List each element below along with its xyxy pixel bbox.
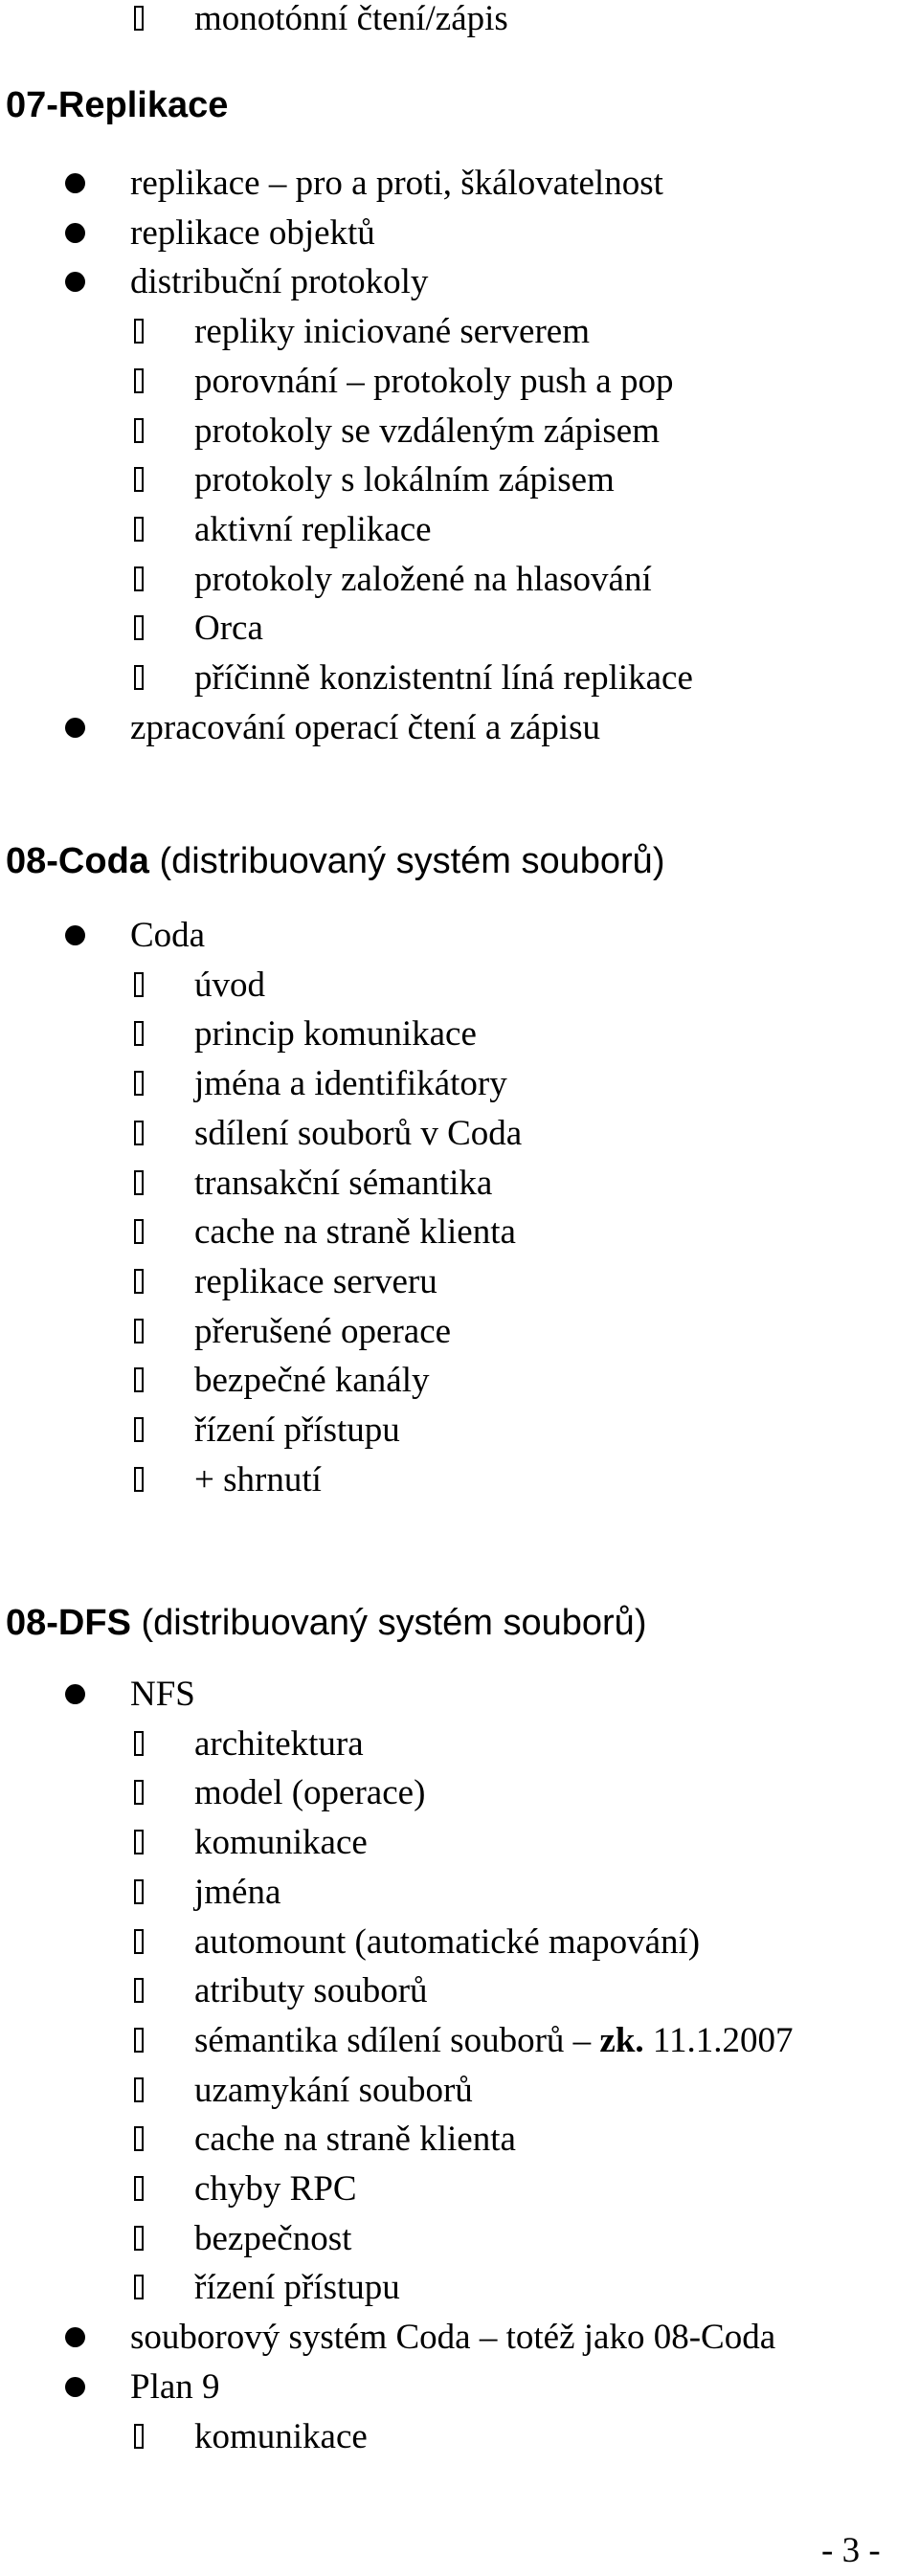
square-bullet-icon bbox=[134, 1929, 144, 1954]
list-item-text: repliky iniciované serverem bbox=[194, 312, 590, 352]
section-heading-description: (distribuovaný systém souborů) bbox=[130, 1603, 647, 1643]
list-item-text: zpracování operací čtení a zápisu bbox=[130, 707, 601, 747]
square-bullet-icon bbox=[134, 6, 144, 31]
square-bullet-icon bbox=[134, 1731, 144, 1756]
exam-date: 11.1.2007 bbox=[643, 2020, 794, 2060]
square-bullet-icon bbox=[134, 1417, 144, 1442]
square-bullet-icon bbox=[134, 1071, 144, 1096]
list-item-text: replikace – pro a proti, škálovatelnost bbox=[130, 164, 663, 203]
list-item-text: architektura bbox=[194, 1723, 364, 1764]
square-bullet-icon bbox=[134, 2226, 144, 2251]
list-item-text: jména bbox=[194, 1872, 281, 1912]
section-heading-code: 07-Replikace bbox=[6, 85, 229, 125]
square-bullet-icon bbox=[134, 615, 144, 640]
round-bullet-icon bbox=[65, 925, 85, 945]
list-item-text: aktivní replikace bbox=[194, 509, 432, 549]
list-item-text: komunikace bbox=[194, 2416, 368, 2456]
square-bullet-icon bbox=[134, 1879, 144, 1904]
list-item-text: replikace serveru bbox=[194, 1261, 437, 1301]
square-bullet-icon bbox=[134, 1467, 144, 1492]
list-item-text: replikace objektů bbox=[130, 212, 375, 253]
list-item-text: příčinně konzistentní líná replikace bbox=[194, 658, 693, 698]
list-item-text: sdílení souborů v Coda bbox=[194, 1113, 523, 1153]
square-bullet-icon bbox=[134, 1170, 144, 1195]
square-bullet-icon bbox=[134, 1978, 144, 2003]
square-bullet-icon bbox=[134, 1830, 144, 1854]
section-heading bbox=[6, 838, 664, 884]
square-bullet-icon bbox=[134, 2275, 144, 2299]
section-heading-code: 08-DFS bbox=[6, 1603, 131, 1643]
square-bullet-icon bbox=[134, 665, 144, 690]
list-item-text: jména a identifikátory bbox=[194, 1064, 507, 1104]
round-bullet-icon bbox=[65, 272, 85, 292]
list-item-text: transakční sémantika bbox=[194, 1163, 493, 1203]
section-heading-code: 08-Coda bbox=[6, 841, 149, 881]
round-bullet-icon bbox=[65, 2377, 85, 2397]
square-bullet-icon bbox=[134, 2077, 144, 2102]
list-item-text: cache na straně klienta bbox=[194, 1212, 516, 1253]
list-item-text: cache na straně klienta bbox=[194, 2120, 516, 2160]
square-bullet-icon bbox=[134, 2028, 144, 2053]
list-item-text: automount (automatické mapování) bbox=[194, 1921, 701, 1962]
section-heading bbox=[6, 82, 228, 128]
square-bullet-icon bbox=[134, 1367, 144, 1392]
list-item-text: bezpečné kanály bbox=[194, 1361, 430, 1401]
list-item-text: Orca bbox=[194, 609, 263, 649]
square-bullet-icon bbox=[134, 972, 144, 997]
square-bullet-icon bbox=[134, 368, 144, 393]
square-bullet-icon bbox=[134, 1780, 144, 1805]
list-item-text: princip komunikace bbox=[194, 1014, 477, 1055]
round-bullet-icon bbox=[65, 718, 85, 738]
square-bullet-icon bbox=[134, 2424, 144, 2449]
square-bullet-icon bbox=[134, 1269, 144, 1294]
round-bullet-icon bbox=[65, 223, 85, 243]
square-bullet-icon bbox=[134, 467, 144, 492]
round-bullet-icon bbox=[65, 1684, 85, 1704]
list-item-text: model (operace) bbox=[194, 1773, 426, 1813]
list-item-text: atributy souborů bbox=[194, 1971, 428, 2011]
list-item-text: souborový systém Coda – totéž jako 08-Coda bbox=[130, 2318, 776, 2358]
square-bullet-icon bbox=[134, 319, 144, 344]
square-bullet-icon bbox=[134, 418, 144, 443]
list-item-text bbox=[194, 2016, 794, 2066]
list-item-text: porovnání – protokoly push a pop bbox=[194, 361, 674, 401]
list-item-text: řízení přístupu bbox=[194, 1410, 400, 1450]
list-item-text: přerušené operace bbox=[194, 1311, 452, 1351]
list-item-text: řízení přístupu bbox=[194, 2268, 400, 2308]
square-bullet-icon bbox=[134, 2126, 144, 2151]
square-bullet-icon bbox=[134, 1219, 144, 1244]
square-bullet-icon bbox=[134, 2176, 144, 2201]
square-bullet-icon bbox=[134, 1319, 144, 1344]
section-heading bbox=[6, 1600, 646, 1646]
list-item-text: komunikace bbox=[194, 1823, 368, 1863]
exam-abbreviation: zk. bbox=[599, 2020, 644, 2060]
round-bullet-icon bbox=[65, 173, 85, 193]
list-item-text: distribuční protokoly bbox=[130, 262, 429, 302]
page-number: - 3 - bbox=[821, 2531, 881, 2570]
round-bullet-icon bbox=[65, 2327, 85, 2347]
list-item-text: Coda bbox=[130, 916, 206, 955]
square-bullet-icon bbox=[134, 517, 144, 542]
list-item-text: NFS bbox=[130, 1675, 195, 1714]
list-item-text: protokoly založené na hlasování bbox=[194, 559, 652, 599]
list-item-text-main: sémantika sdílení souborů – bbox=[194, 2020, 600, 2060]
square-bullet-icon bbox=[134, 566, 144, 591]
list-item-text: protokoly s lokálním zápisem bbox=[194, 460, 615, 500]
square-bullet-icon bbox=[134, 1021, 144, 1046]
list-item-text: uzamykání souborů bbox=[194, 2070, 473, 2110]
list-item-text: protokoly se vzdáleným zápisem bbox=[194, 411, 661, 451]
list-item-text: chyby RPC bbox=[194, 2169, 357, 2209]
list-item-text: Plan 9 bbox=[130, 2366, 220, 2407]
list-item-text: monotónní čtení/zápis bbox=[194, 0, 508, 38]
list-item-text: + shrnutí bbox=[194, 1459, 322, 1499]
square-bullet-icon bbox=[134, 1121, 144, 1145]
list-item-text: bezpečnost bbox=[194, 2218, 352, 2258]
section-heading-description: (distribuovaný systém souborů) bbox=[148, 841, 665, 881]
list-item-text: úvod bbox=[194, 965, 265, 1005]
